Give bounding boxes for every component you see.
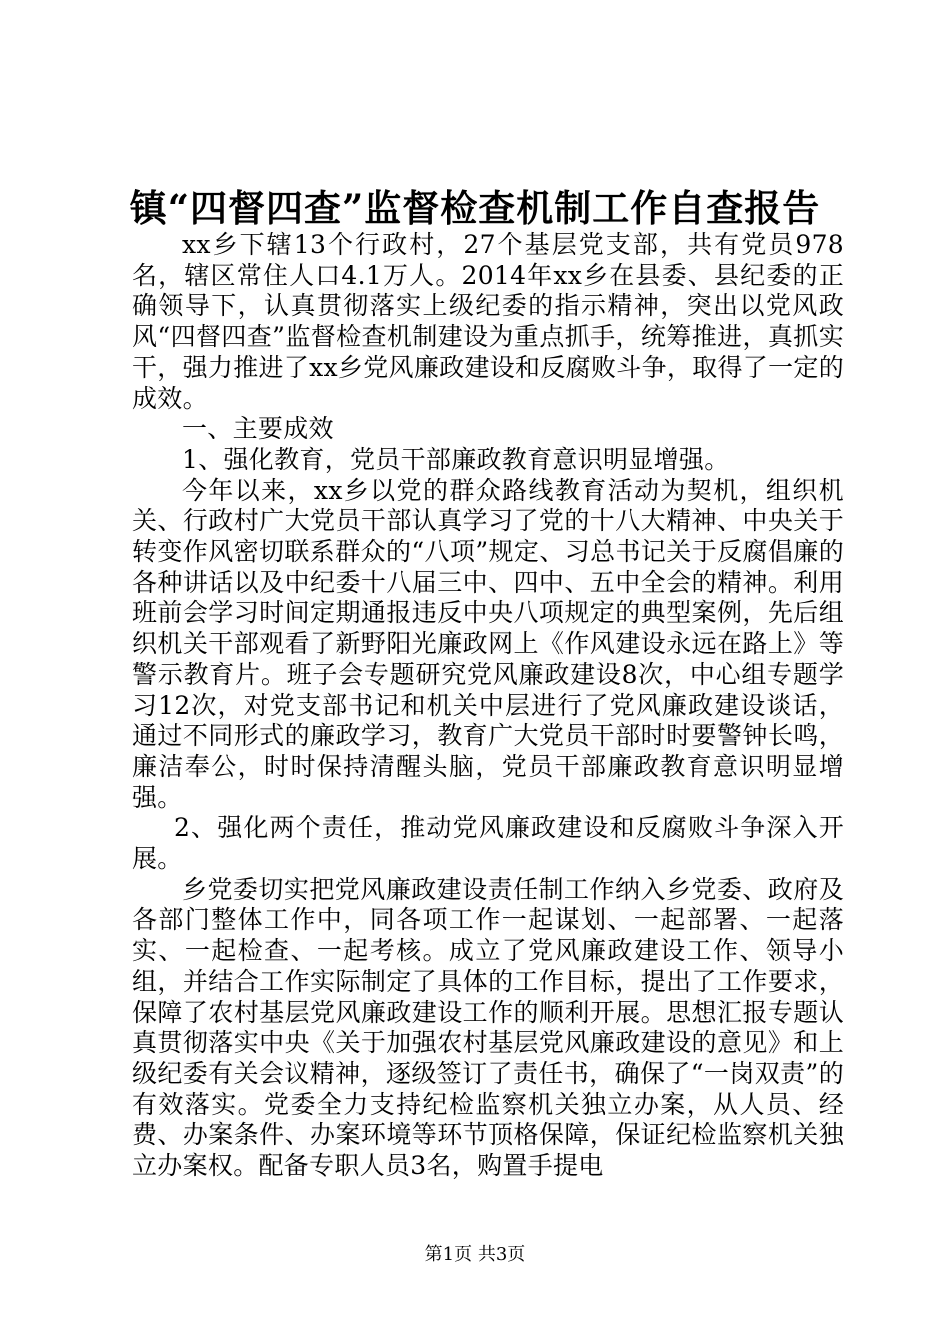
paragraph-education: 今年以来，xx乡以党的群众路线教育活动为契机，组织机关、行政村广大党员干部认真学习了党的十八大精神、中央关于转变作风密切联系群众的“八项”规定、习总书记关于反腐倡廉的各种讲话以及中纪委十八届三中、四中、五中全会的精神。利用班前会学习时间定期通报违反中央八项规定的典型案例，先后组织机关干部观看了新野阳光廉政网上《作风建设永远在路上》等警示教育片。班子会专题研究党风廉政建设8次，中心组专题学习12次，对党支部书记和机关中层进行了党风廉政建设谈话，通过不同形式的廉政学习，教育广大党员干部时时要警钟长鸣，廉洁奉公，时时保持清醒头脑，党员干部廉政教育意识明显增强。 [132,475,844,812]
page-number-footer: 第1页 共3页 [424,1244,526,1265]
subheading-two-responsibilities: 2、强化两个责任，推动党风廉政建设和反腐败斗争深入开展。 [132,813,844,874]
document-title: 镇“四督四查”监督检查机制工作自查报告 [129,186,821,230]
document-body [132,230,844,1182]
section-heading-main-results: 一、主要成效 [182,414,334,444]
paragraph-responsibilities: 乡党委切实把党风廉政建设责任制工作纳入乡党委、政府及各部门整体工作中，同各项工作一起谋划、一起部署、一起落实、一起检查、一起考核。成立了党风廉政建设工作、领导小组，并结合工作实际制定了具体的工作目标，提出了工作要求，保障了农村基层党风廉政建设工作的顺利开展。思想汇报专题认真贯彻落实中央《关于加强农村基层党风廉政建设的意见》和上级纪委有关会议精神，逐级签订了责任书，确保了“一岗双责”的有效落实。党委全力支持纪检监察机关独立办案，从人员、经费、办案条件、办案环境等环节顶格保障，保证纪检监察机关独立办案权。配备专职人员3名，购置手提电 [132,874,844,1181]
subheading-education: 1、强化教育，党员干部廉政教育意识明显增强。 [182,444,730,474]
paragraph-intro: xx乡下辖13个行政村，27个基层党支部，共有党员978名，辖区常住人口4.1万人。2014年xx乡在县委、县纪委的正确领导下，认真贯彻落实上级纪委的指示精神，突出以党风政风“四督四查”监督检查机制建设为重点抓手，统筹推进，真抓实干，强力推进了xx乡党风廉政建设和反腐败斗争，取得了一定的成效。 [132,230,844,413]
